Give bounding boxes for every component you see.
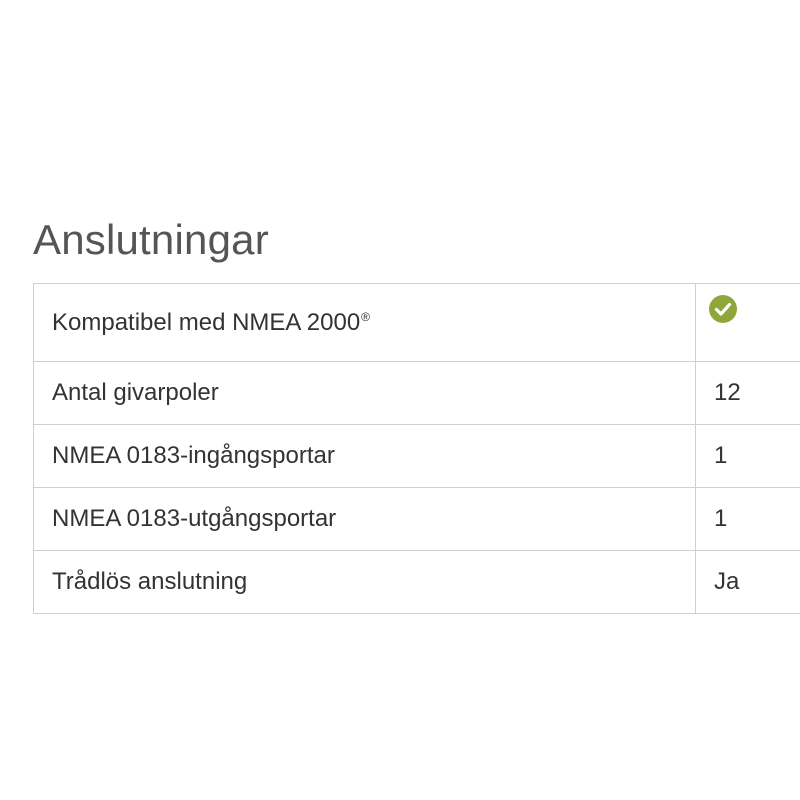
spec-value: Ja	[696, 551, 800, 614]
spec-label-text: Kompatibel med NMEA 2000	[52, 308, 361, 336]
table-row	[34, 488, 800, 551]
spec-label: NMEA 0183-utgångsportar	[34, 488, 696, 551]
registered-mark: ®	[361, 309, 371, 324]
table-row	[34, 362, 800, 425]
table-row	[34, 551, 800, 614]
section-title: Anslutningar	[33, 216, 269, 263]
spec-label: Antal givarpoler	[34, 362, 696, 425]
spec-value: 1	[696, 425, 800, 488]
table-row	[34, 425, 800, 488]
spec-value	[696, 284, 800, 362]
spec-label	[34, 284, 696, 362]
table-row	[34, 284, 800, 362]
specs-table	[33, 283, 800, 614]
spec-label: NMEA 0183-ingångsportar	[34, 425, 696, 488]
spec-value: 12	[696, 362, 800, 425]
spec-value: 1	[696, 488, 800, 551]
check-circle-icon	[708, 294, 738, 324]
spec-label: Trådlös anslutning	[34, 551, 696, 614]
